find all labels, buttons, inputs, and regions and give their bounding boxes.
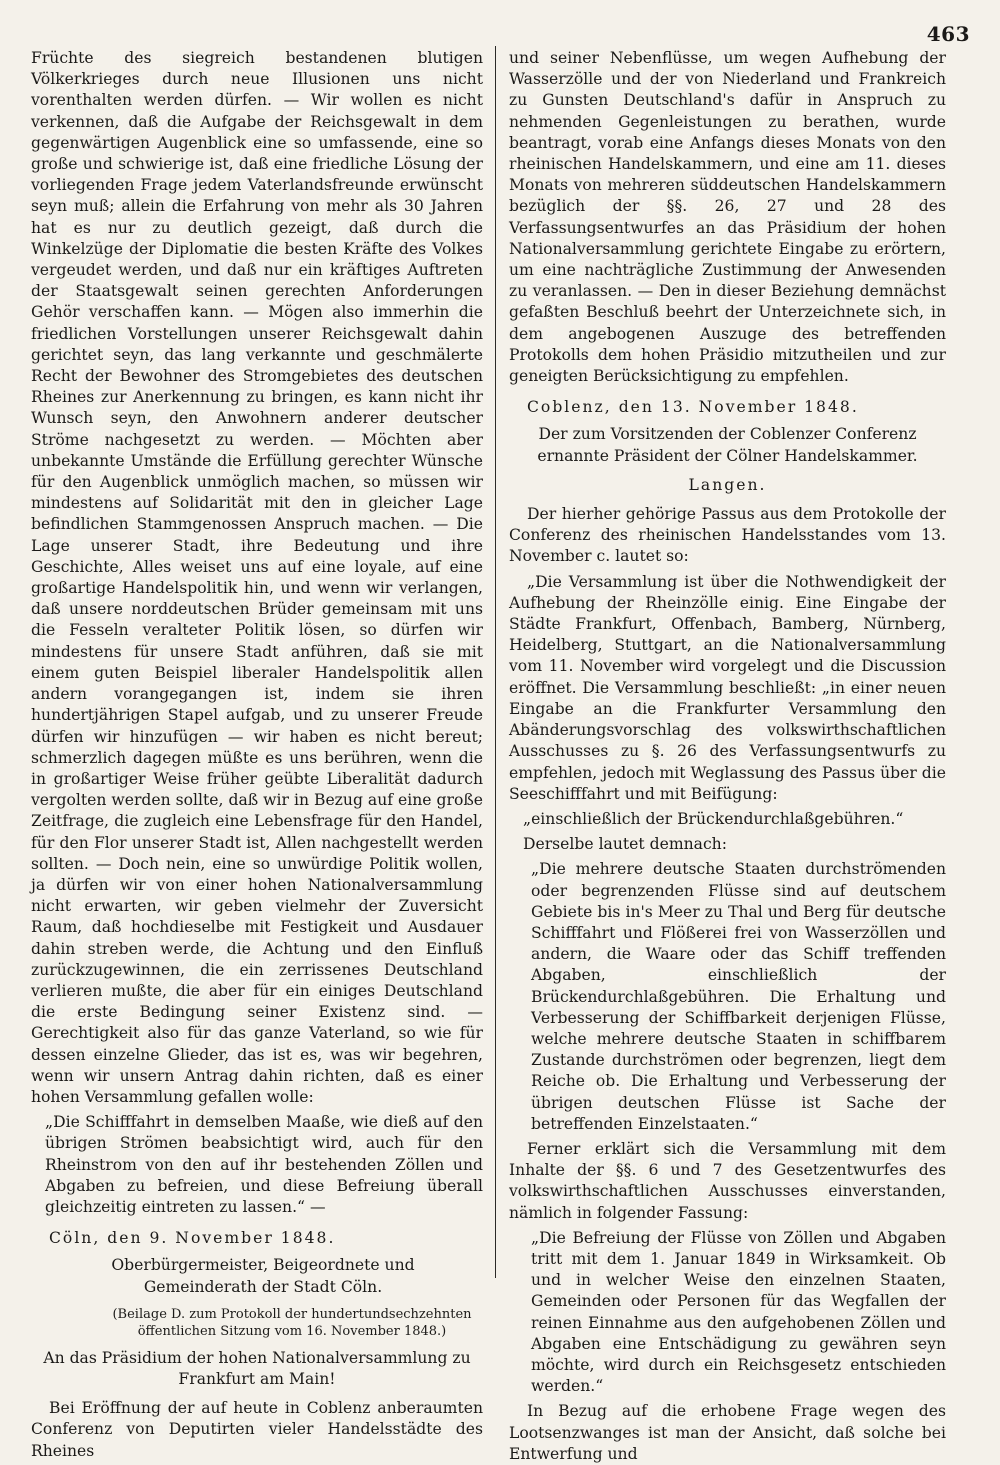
closing-paragraph: Bei Eröffnung der auf heute in Coblenz anberaumten Conferenz von Deputirten vieler Handelsstädte des Rheines xyxy=(31,1399,483,1460)
place-date-coblenz: Coblenz, den 13. November 1848. xyxy=(527,398,859,417)
annex-note: (Beilage D. zum Protokoll der hundertundsechzehnten öffentlichen Sitzung vom 16. November 1848.) xyxy=(112,1306,472,1339)
states-intro: Derselbe lautet demnach: xyxy=(523,835,727,854)
river-article-quote: „Die mehrere deutsche Staaten durchströmenden oder begrenzenden Flüsse sind auf deutschem Gebiete bis in's Meer zu Thal und Berg für deutsche Schifffahrt und Flößerei frei von Wasserzöllen und andern, die Waare oder das Schiff treffenden Abgaben, einschließlich der Brückendurchlaßgebühren. Die Erhaltung und Verbesserung der Schiffbarkeit derjenigen Flüsse, welche mehrere deutsche Staaten in schiffbarem Zustande durchströmen oder begrenzen, liegt dem Reiche ob. Die Erhaltung und Verbesserung der übrigen deutschen Flüsse ist Sache der betreffenden Einzelstaaten.“ xyxy=(531,860,946,1133)
address-line: An das Präsidium der hohen Nationalversammlung zu Frankfurt am Main! xyxy=(43,1348,471,1388)
right-opening-paragraph: und seiner Nebenflüsse, um wegen Aufhebung der Wasserzölle und der von Niederland und Frankreich zu Gunsten Deutschland's dafür in Anspruch zu nehmenden Gegenleistungen zu berathen, wurde beantragt, vorab eine Anfangs dieses Monats von den rheinischen Handelskammern, und eine am 11. dieses Monats von mehreren süddeutschen Handelskammern bezüglich der §§. 26, 27 und 28 des Verfassungsentwurfes an das Präsidium der hohen Nationalversammlung gerichtete Eingabe zu erörtern, um eine nachträgliche Zustimmung der Anwesenden zu veranlassen. — Den in dieser Beziehung demnächst gefaßten Beschluß beehrt der Unterzeichnete sich, in dem angebogenen Auszuge des betreffenden Protokolls dem hohen Präsidio mitzutheilen und zur geneigten Berücksichtigung zu empfehlen. xyxy=(509,49,946,386)
petition-quote: „Die Schifffahrt in demselben Maaße, wie dieß auf den übrigen Strömen beabsichtigt wird, auch für den Rheinstrom von den auf ihr bestehenden Zöllen und Abgaben zu befreien, und diese Befreiung überall gleichzeitig eintreten zu lassen.“ — xyxy=(45,1113,483,1216)
column-divider xyxy=(495,46,496,1278)
liberation-quote: „Die Befreiung der Flüsse von Zöllen und Abgaben tritt mit dem 1. Januar 1849 in Wirksamkeit. Ob und in welcher Weise den einzelnen Staaten, Gemeinden oder Personen für das Wegfallen der reinen Einnahme aus den aufgehobenen Zöllen und Abgaben eine Entschädigung zu gewähren seyn möchte, wird durch ein Reichsgesetz entschieden werden.“ xyxy=(531,1228,946,1396)
pilot-paragraph: In Bezug auf die erhobene Frage wegen des Lootsenzwanges ist man der Ansicht, daß solche bei Entwerfung und xyxy=(509,1402,946,1463)
right-column xyxy=(509,48,946,1465)
left-body-paragraph: Früchte des siegreich bestandenen blutigen Völkerkrieges durch neue Illusionen uns nicht vorenthalten werden dürfen. — Wir wollen es nicht verkennen, daß die Aufgabe der Reichsgewalt in dem gegenwärtigen Augenblick eine so umfassende, eine so große und schwierige ist, daß eine friedliche Lösung der vorliegenden Frage jedem Vaterlandsfreunde erwünscht seyn muß; allein die Erfahrung von mehr als 30 Jahren hat es nur zu deutlich gezeigt, daß durch die Winkelzüge der Diplomatie die besten Kräfte des Volkes vergeudet werden, und daß nur ein kräftiges Auftreten der Staatsgewalt seinen gerechten Anforderungen Gehör verschaffen kann. — Mögen also immerhin die friedlichen Vorstellungen unserer Reichsgewalt dahin gerichtet seyn, das lang verkannte und geschmälerte Recht der Bewohner des Stromgebietes des deutschen Rheines zur Anerkennung zu bringen, es kann nicht ihr Wunsch seyn, den Anwohnern anderer deutscher Ströme nachgesetzt zu werden. — Möchten aber unbekannte Umstände die Erfüllung gerechter Wünsche für den Augenblick unmöglich machen, so müssen wir mindestens auf Solidarität mit den in gleicher Lage befindlichen Stammgenossen Anspruch machen. — Die Lage unserer Stadt, ihre Bedeutung und ihre Geschichte, Alles weiset uns auf eine loyale, auf eine großartige Handelspolitik hin, und wenn wir verlangen, daß unsere norddeutschen Brüder gemeinsam mit uns die Fesseln veralteter Politik lösen, so dürfen wir mindestens für unsere Stadt anführen, daß sie mit einem guten Beispiel liberaler Handelspolitik allen andern vorangegangen ist, indem sie ihren hundertjährigen Stapel aufgab, und zu unserer Freude dürfen wir hinzufügen — wir haben es nicht bereut; schmerzlich dagegen müßte es uns berühren, wenn die in großartiger Weise früher geübte Liberalität dadurch vergolten werden sollte, daß wir in Bezug auf eine große Zeitfrage, die zugleich eine Lebensfrage für den Handel, für den Flor unserer Stadt ist, Allen nachgestellt werden sollten. — Doch nein, eine so unwürdige Politik wollen, ja dürfen wir von einer hohen Nationalversammlung nicht erwarten, wir geben vielmehr der Zuversicht Raum, daß hochdieselbe mit Festigkeit und Ausdauer dahin streben werde, die Achtung und den Einfluß zurückzugewinnen, die ein zerrissenes Deutschland verlieren mußte, die aber für ein einiges Deutschland die erste Bedingung seiner Existenz sind. — Gerechtigkeit also für das ganze Vaterland, so wie für dessen einzelne Glieder, das ist es, was wir begehren, wenn wir unsern Antrag dahin richten, daß es einer hohen Versammlung gefallen wolle: xyxy=(31,49,483,1106)
page-number: 463 xyxy=(926,22,970,46)
signatory-title: Der zum Vorsitzenden der Coblenzer Conferenz ernannte Präsident der Cölner Handelskammer. xyxy=(537,425,918,465)
signature-cologne: Oberbürgermeister, Beigeordnete und Gemeinderath der Stadt Cöln. xyxy=(111,1256,415,1296)
protocol-intro: Der hierher gehörige Passus aus dem Protokolle der Conferenz des rheinischen Handelsstandes vom 13. November c. lautet so: xyxy=(509,505,946,566)
left-column xyxy=(31,48,483,1462)
signatory-name: Langen. xyxy=(688,475,767,494)
place-date-cologne: Cöln, den 9. November 1848. xyxy=(49,1229,336,1248)
further-declaration: Ferner erklärt sich die Versammlung mit dem Inhalte der §§. 6 und 7 des Gesetzentwurfes des volkswirthschaftlichen Ausschusses einverstanden, nämlich in folgender Fassung: xyxy=(509,1139,946,1222)
bridge-fee-addition: „einschließlich der Brückendurchlaßgebühren.“ xyxy=(523,809,904,828)
protocol-text: „Die Versammlung ist über die Nothwendigkeit der Aufhebung der Rheinzölle einig. Eine Eingabe der Städte Frankfurt, Offenbach, Bamberg, Nürnberg, Heidelberg, Stuttgart, an die Nationalversammlung vom 11. November wird vorgelegt und die Discussion eröffnet. Die Versammlung beschließt: „in einer neuen Eingabe an die Frankfurter Versammlung den Abänderungsvorschlag des volkswirthschaftlichen Ausschusses zu §. 26 des Verfassungsentwurfs zu empfehlen, jedoch mit Weglassung des Passus über die Seeschifffahrt und mit Beifügung: xyxy=(509,572,946,803)
